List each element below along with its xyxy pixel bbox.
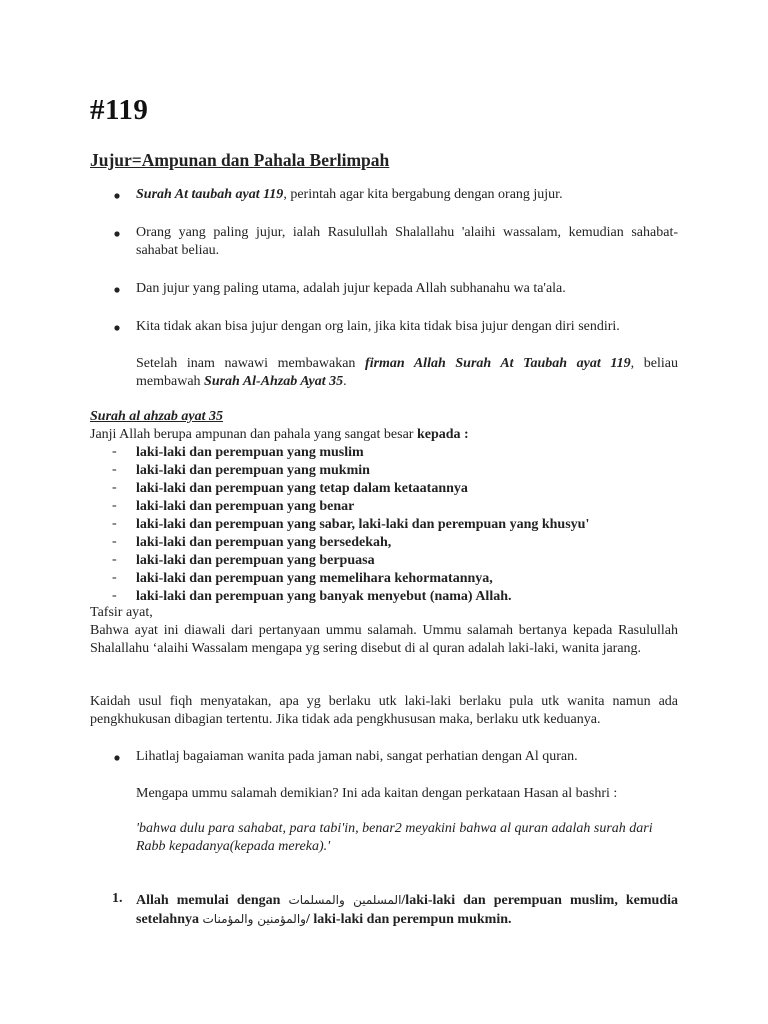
quote-hasan-al-bashri: 'bahwa dulu para sahabat, para tabi'in, benar2 meyakini bahwa al quran adalah surah dari Rabb kepadanya(kepada mereka).' (136, 821, 653, 854)
section-heading-ahzab: Surah al ahzab ayat 35 (90, 409, 224, 424)
list-item: laki-laki dan perempuan yang benar (136, 499, 355, 514)
bullet-item: Orang yang paling jujur, ialah Rasulullah Shalallahu 'alaihi wassalam, kemudian sahabat-sahabat beliau. (136, 225, 678, 258)
page-title: Jujur=Ampunan dan Pahala Berlimpah (90, 150, 390, 170)
list-item: laki-laki dan perempuan yang sabar, laki-laki dan perempuan yang khusyu' (136, 517, 590, 532)
bullet-item: Lihatlaj bagaiaman wanita pada jaman nabi, sangat perhatian dengan Al quran. (136, 749, 578, 764)
bullet-item: Surah At taubah ayat 119, perintah agar kita bergabung dengan orang jujur. (136, 187, 563, 202)
dash-marker: - (112, 534, 117, 549)
dash-marker: - (112, 462, 117, 477)
list-item: laki-laki dan perempuan yang bersedekah, (136, 535, 392, 550)
dash-marker: - (112, 588, 117, 603)
bullet-dot-icon (113, 230, 121, 238)
dash-marker: - (112, 444, 117, 459)
dash-marker: - (112, 570, 117, 585)
dash-marker: - (112, 498, 117, 513)
bullet-dot-icon (113, 286, 121, 294)
bullet-dot-icon (113, 324, 121, 332)
list-item: laki-laki dan perempuan yang memelihara kehormatannya, (136, 571, 493, 586)
dash-marker: - (112, 480, 117, 495)
list-item: laki-laki dan perempuan yang mukmin (136, 463, 370, 478)
tafsir-paragraph-2: Kaidah usul fiqh menyatakan, apa yg berlaku utk laki-laki berlaku pula utk wanita namun ada pengkhukusan dibagian tertentu. Jika tidak ada pengkhususan maka, berlaku utk keduanya. (90, 694, 678, 727)
bullet-dot-icon (113, 192, 121, 200)
list-item: laki-laki dan perempuan yang tetap dalam ketaatannya (136, 481, 468, 496)
paragraph-setelah: Setelah inam nawawi membawakan firman Allah Surah At Taubah ayat 119, beliau membawah Surah Al-Ahzab Ayat 35. (136, 356, 678, 389)
bullet-item: Kita tidak akan bisa jujur dengan org lain, jika kita tidak bisa jujur dengan diri sendiri. (136, 319, 620, 334)
bullet-item: Dan jujur yang paling utama, adalah jujur kepada Allah subhanahu wa ta'ala. (136, 281, 566, 296)
page-number-heading: #119 (90, 94, 149, 126)
dash-marker: - (112, 552, 117, 567)
paragraph-mengapa: Mengapa ummu salamah demikian? Ini ada kaitan dengan perkataan Hasan al bashri : (136, 786, 618, 801)
list-item: laki-laki dan perempuan yang muslim (136, 445, 364, 460)
bullet-dot-icon (113, 754, 121, 762)
list-item: laki-laki dan perempuan yang banyak menyebut (nama) Allah. (136, 589, 512, 604)
list-number: 1. (112, 891, 123, 906)
tafsir-paragraph-1: Bahwa ayat ini diawali dari pertanyaan ummu salamah. Ummu salamah bertanya kepada Rasulullah Shalallahu ‘alaihi Wassalam mengapa yg sering disebut di al quran adalah laki-laki, wanita jarang. (90, 623, 678, 656)
ahzab-intro: Janji Allah berupa ampunan dan pahala yang sangat besar kepada : (90, 427, 469, 442)
dash-marker: - (112, 516, 117, 531)
list-item: laki-laki dan perempuan yang berpuasa (136, 553, 375, 568)
numbered-item: Allah memulai dengan المسلمين والمسلمات/laki-laki dan perempuan muslim, kemudia setelahnya والمؤمنين والمؤمنات/ laki-laki dan perempun mukmin. (136, 893, 678, 927)
tafsir-label: Tafsir ayat, (90, 605, 153, 620)
